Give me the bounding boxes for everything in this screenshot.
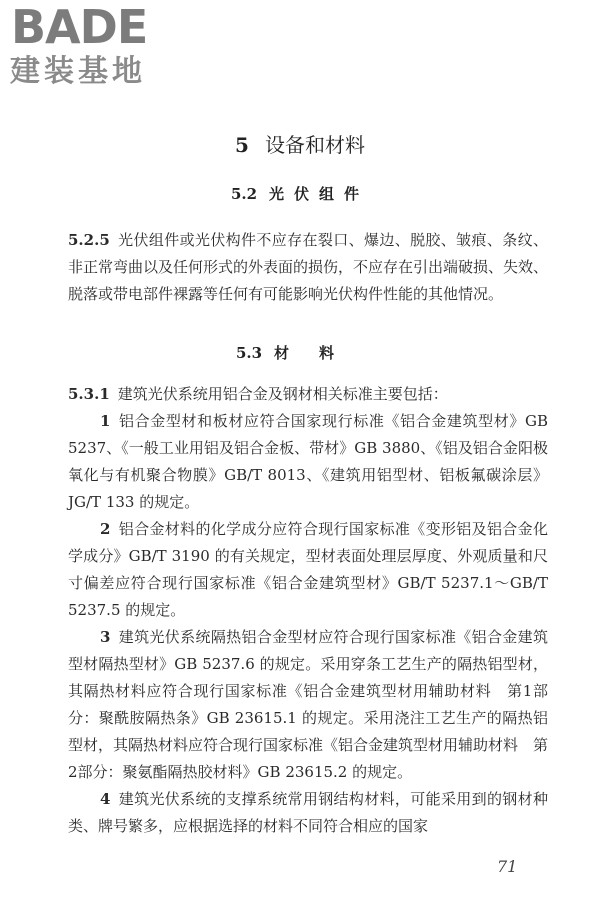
item-number: 1: [100, 412, 111, 430]
section-title: 光伏组件: [269, 185, 370, 203]
clause-number: 5.3.1: [68, 385, 110, 403]
item-number: 3: [100, 628, 111, 646]
clause-5-3-1: [68, 381, 548, 840]
clause-text: 光伏组件或光伏构件不应存在裂口、爆边、脱胶、皱痕、条纹、非正常弯曲以及任何形式的外表面的损伤，不应存在引出端破损、失效、脱落或带电部件裸露等任何有可能影响光伏构件性能的其他情况。: [68, 231, 549, 303]
chapter-number: 5: [235, 133, 249, 157]
clause-text: 建筑光伏系统用铝合金及钢材相关标准主要包括：: [117, 385, 448, 403]
clause-item-2: [68, 516, 548, 624]
clause-intro: [68, 381, 548, 408]
logo-wordmark: BADE: [11, 0, 148, 54]
section-number: 5.3: [235, 344, 263, 362]
logo-subtitle: 建装基地: [10, 54, 146, 89]
section-heading-5-3: [0, 342, 600, 364]
item-number: 2: [100, 520, 111, 538]
section-heading-5-2: [0, 183, 600, 205]
clause-item-3: [68, 624, 548, 786]
item-text: 铝合金型材和板材应符合国家现行标准《铝合金建筑型材》GB 5237、《一般工业用铝及铝合金板、带材》GB 3880、《铝及铝合金阳极氧化与有机聚合物膜》GB/T 8013、《建筑用铝型材、铝板氟碳涂层》JG/T 133 的规定。: [68, 412, 548, 511]
page-number: 71: [497, 857, 518, 876]
section-number: 5.2: [230, 185, 258, 203]
clause-5-2-5: [68, 227, 548, 308]
section-title: 材料: [274, 344, 365, 362]
item-text: 建筑光伏系统隔热铝合金型材应符合现行国家标准《铝合金建筑型材隔热型材》GB 5237.6 的规定。采用穿条工艺生产的隔热铝型材，其隔热材料应符合现行国家标准《铝合金建筑型材用辅助材料 第1部分：聚酰胺隔热条》GB 23615.1 的规定。采用浇注工艺生产的隔热铝型材，其隔热材料应符合现行国家标准《铝合金建筑型材用辅助材料 第2部分：聚氨酯隔热胶材料》GB 23615.2 的规定。: [68, 628, 549, 781]
chapter-heading: [0, 131, 600, 159]
clause-number: 5.2.5: [68, 231, 110, 249]
clause-item-4: [68, 786, 548, 840]
item-text: 建筑光伏系统的支撑系统常用钢结构材料，可能采用到的钢材种类、牌号繁多，应根据选择的材料不同符合相应的国家: [68, 790, 548, 835]
chapter-title: 设备和材料: [264, 133, 365, 157]
item-number: 4: [100, 790, 111, 808]
item-text: 铝合金材料的化学成分应符合现行国家标准《变形铝及铝合金化学成分》GB/T 3190 的有关规定，型材表面处理层厚度、外观质量和尺寸偏差应符合现行国家标准《铝合金建筑型材》GB/T 5237.1～GB/T 5237.5 的规定。: [68, 520, 548, 619]
clause-item-1: [68, 408, 548, 516]
